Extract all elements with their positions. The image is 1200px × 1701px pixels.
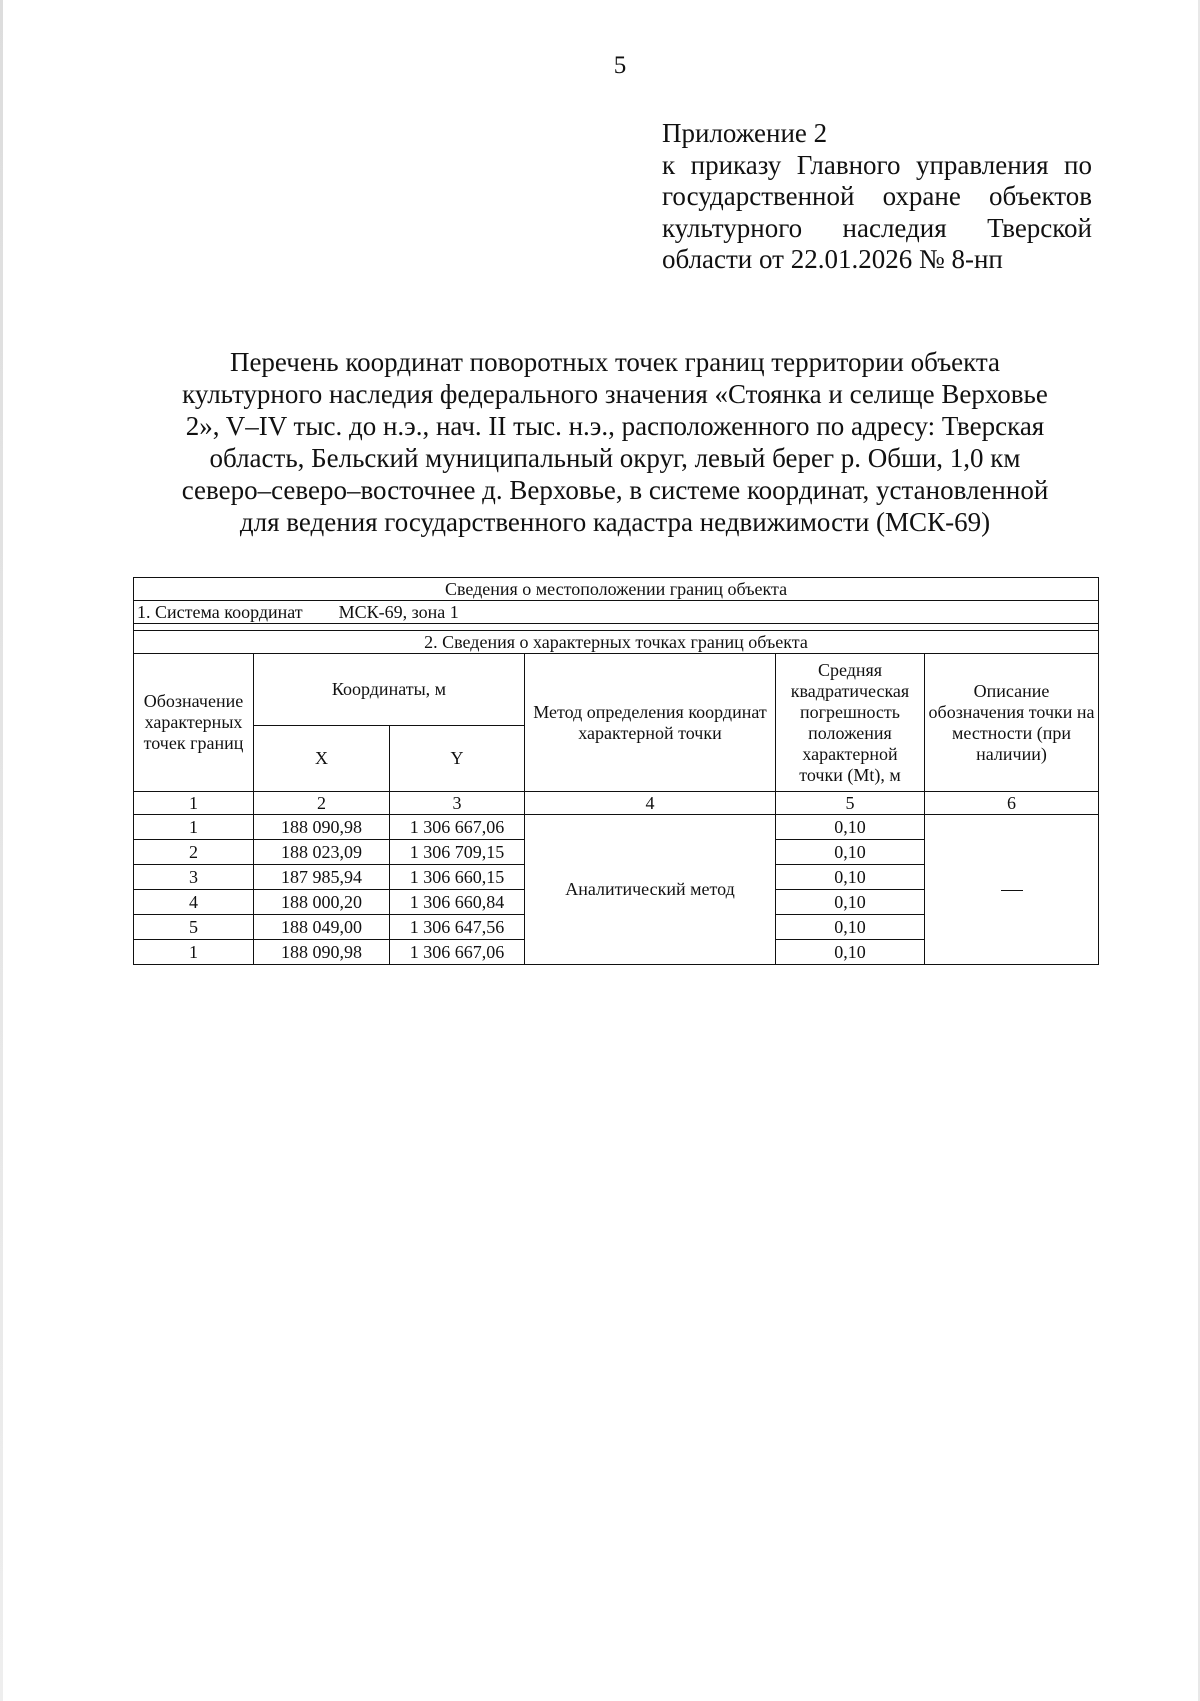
cell-y: 1 306 660,84 — [390, 890, 525, 915]
column-numbers-row — [134, 792, 1099, 815]
cell-x: 188 090,98 — [254, 815, 390, 840]
header-method: Метод определения координат характерной точки — [525, 654, 776, 792]
table-caption: Сведения о местоположении границ объекта — [134, 578, 1099, 601]
appendix-line: культурного наследия Тверской — [662, 212, 1092, 243]
cell-x: 188 049,00 — [254, 915, 390, 940]
column-number: 1 — [134, 792, 254, 815]
cell-x: 188 090,98 — [254, 940, 390, 965]
coord-system-label: 1. Система координат — [137, 601, 303, 622]
title-line: северо–северо–восточнее д. Верховье, в системе координат, установленной — [181, 475, 1049, 505]
title-line: область, Бельский муниципальный округ, левый берег р. Обши, 1,0 км — [209, 443, 1021, 473]
appendix-number: Приложение 2 — [662, 118, 828, 148]
header-coordinates: Координаты, м — [254, 654, 525, 726]
cell-description — [925, 815, 1099, 965]
cell-y: 1 306 647,56 — [390, 915, 525, 940]
cell-error: 0,10 — [776, 940, 925, 965]
appendix-date-line: области от 22.01.2026 № 8-нп — [662, 244, 1003, 274]
column-number: 5 — [776, 792, 925, 815]
cell-y: 1 306 667,06 — [390, 815, 525, 840]
header-description: Описание обозначения точки на местности (при наличии) — [925, 654, 1099, 792]
scan-edge-left — [0, 0, 3, 1701]
header-designation: Обозначение характерных точек границ — [134, 654, 254, 792]
cell-point: 4 — [134, 890, 254, 915]
table-separator — [134, 624, 1099, 631]
coord-system-row — [134, 601, 1099, 624]
header-y: Y — [390, 726, 525, 792]
title-line: культурного наследия федерального значения «Стоянка и селище Верховье — [182, 379, 1048, 409]
document-title — [130, 346, 1100, 538]
header-x: X — [254, 726, 390, 792]
cell-point: 5 — [134, 915, 254, 940]
title-line: для ведения государственного кадастра недвижимости (МСК-69) — [239, 507, 991, 537]
column-number: 4 — [525, 792, 776, 815]
points-caption: 2. Сведения о характерных точках границ объекта — [134, 631, 1099, 654]
cell-y: 1 306 660,15 — [390, 865, 525, 890]
appendix-line: к приказу Главного управления по — [662, 149, 1092, 180]
cell-point: 2 — [134, 840, 254, 865]
cell-error: 0,10 — [776, 840, 925, 865]
appendix-line: государственной охране объектов — [662, 181, 1092, 211]
column-number: 6 — [925, 792, 1099, 815]
cell-point: 1 — [134, 815, 254, 840]
coord-system-value: МСК-69, зона 1 — [338, 601, 459, 622]
cell-error: 0,10 — [776, 890, 925, 915]
table-row — [134, 815, 1099, 840]
header-error: Средняя квадратическая погрешность положения характерной точки (Mt), м — [776, 654, 925, 792]
column-number: 2 — [254, 792, 390, 815]
cell-y: 1 306 709,15 — [390, 840, 525, 865]
appendix-header — [662, 118, 1092, 276]
page-number: 5 — [613, 52, 627, 79]
cell-error: 0,10 — [776, 815, 925, 840]
coordinates-table — [133, 577, 1099, 965]
title-line: 2», V–IV тыс. до н.э., нач. II тыс. н.э., расположенного по адресу: Тверская — [185, 411, 1045, 441]
column-number: 3 — [390, 792, 525, 815]
cell-x: 187 985,94 — [254, 865, 390, 890]
cell-point: 1 — [134, 940, 254, 965]
cell-x: 188 000,20 — [254, 890, 390, 915]
title-line: Перечень координат поворотных точек границ территории объекта — [229, 347, 1001, 377]
empty-dash — [1001, 890, 1023, 891]
cell-x: 188 023,09 — [254, 840, 390, 865]
cell-method: Аналитический метод — [525, 815, 776, 965]
cell-y: 1 306 667,06 — [390, 940, 525, 965]
cell-error: 0,10 — [776, 915, 925, 940]
cell-point: 3 — [134, 865, 254, 890]
cell-error: 0,10 — [776, 865, 925, 890]
